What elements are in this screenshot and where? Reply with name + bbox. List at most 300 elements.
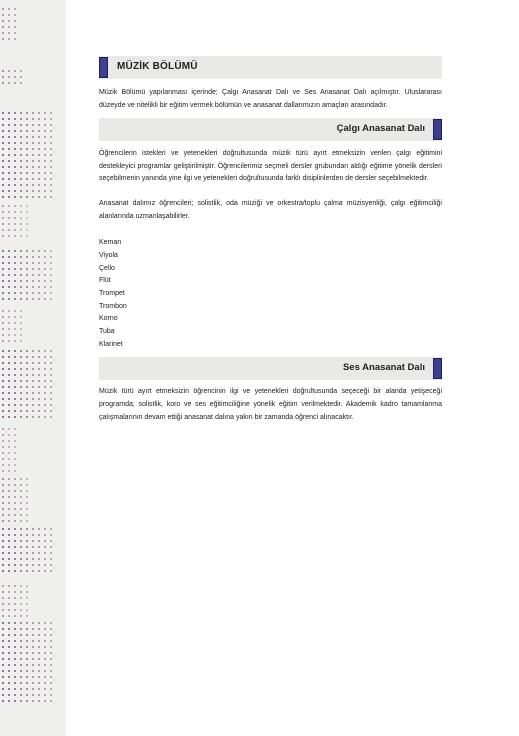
- decorative-dot: [2, 148, 4, 150]
- decorative-dot: [50, 250, 52, 252]
- calgi-paragraph-1: Öğrencilerin istekleri ve yetenekleri doğrultusunda müzik türü ayırt etmeksizin verilen çalgı eğitimini destekleyici programlar geliştirilmiştir. Öğrencilerimiz seçmeli dersler grubundan aldığı eğitime yönelik dersleri seçebilmenin yanında yine ilgi ve yetenekleri doğrultusunda farklı disiplinlerden de dersler seçebilmektedir.: [99, 150, 442, 183]
- decorative-dot: [14, 652, 16, 654]
- decorative-dot: [50, 350, 52, 352]
- decorative-dot: [20, 82, 22, 84]
- decorative-dot: [38, 688, 40, 690]
- decorative-dot: [8, 184, 10, 186]
- decorative-dot: [44, 368, 46, 370]
- decorative-dot: [44, 552, 46, 554]
- decorative-dot: [26, 250, 28, 252]
- decorative-dot: [38, 368, 40, 370]
- decorative-dot: [38, 130, 40, 132]
- decorative-dot: [32, 634, 34, 636]
- decorative-dot: [8, 496, 10, 498]
- decorative-dot: [32, 688, 34, 690]
- decorative-dot: [50, 658, 52, 660]
- decorative-dot: [2, 386, 4, 388]
- decorative-dot: [14, 398, 16, 400]
- decorative-dot: [8, 334, 10, 336]
- decorative-dot: [14, 130, 16, 132]
- decorative-dot: [38, 546, 40, 548]
- decorative-dot: [38, 628, 40, 630]
- decorative-dot: [2, 478, 4, 480]
- decorative-dot: [50, 646, 52, 648]
- decorative-dot: [14, 211, 16, 213]
- decorative-dot: [8, 136, 10, 138]
- decorative-dot: [38, 268, 40, 270]
- decorative-dot: [14, 440, 16, 442]
- decorative-dot: [32, 646, 34, 648]
- decorative-dot: [32, 670, 34, 672]
- decorative-dot: [20, 597, 22, 599]
- decorative-dot: [20, 404, 22, 406]
- decorative-dot: [14, 615, 16, 617]
- decorative-dot: [20, 166, 22, 168]
- decorative-dot: [26, 591, 28, 593]
- decorative-dot: [2, 540, 4, 542]
- decorative-dot: [38, 664, 40, 666]
- decorative-dot: [8, 484, 10, 486]
- decorative-dot: [44, 628, 46, 630]
- decorative-dot: [26, 262, 28, 264]
- decorative-dot: [20, 603, 22, 605]
- decorative-dot: [20, 534, 22, 536]
- decorative-dot: [8, 464, 10, 466]
- decorative-dot: [8, 688, 10, 690]
- decorative-dot: [2, 552, 4, 554]
- decorative-dot: [32, 676, 34, 678]
- decorative-dot: [14, 14, 16, 16]
- decorative-dot: [14, 410, 16, 412]
- decorative-dot: [8, 124, 10, 126]
- decorative-dot: [38, 256, 40, 258]
- decorative-dot: [8, 404, 10, 406]
- decorative-dot: [32, 564, 34, 566]
- decorative-dot: [44, 700, 46, 702]
- decorative-dot: [14, 591, 16, 593]
- decorative-dot: [8, 546, 10, 548]
- decorative-dot: [14, 280, 16, 282]
- decorative-dot: [2, 142, 4, 144]
- decorative-dot: [20, 484, 22, 486]
- decorative-dot: [26, 172, 28, 174]
- decorative-dot: [14, 142, 16, 144]
- decorative-dot: [2, 184, 4, 186]
- decorative-dot: [2, 334, 4, 336]
- decorative-dot: [44, 564, 46, 566]
- decorative-dot: [14, 8, 16, 10]
- decorative-dot: [38, 136, 40, 138]
- decorative-dot: [38, 356, 40, 358]
- decorative-dot: [14, 452, 16, 454]
- decorative-dot: [8, 32, 10, 34]
- decorative-dot: [14, 470, 16, 472]
- decorative-dot: [8, 552, 10, 554]
- decorative-dot: [2, 250, 4, 252]
- decorative-dot: [8, 682, 10, 684]
- decorative-dot: [44, 118, 46, 120]
- decorative-dot: [26, 658, 28, 660]
- decorative-dot: [32, 700, 34, 702]
- decorative-dot: [50, 634, 52, 636]
- decorative-dot: [8, 585, 10, 587]
- decorative-dot: [50, 356, 52, 358]
- decorative-dot: [8, 362, 10, 364]
- decorative-dot: [8, 223, 10, 225]
- decorative-dot: [44, 154, 46, 156]
- decorative-dot: [2, 404, 4, 406]
- decorative-dot: [26, 670, 28, 672]
- decorative-dot: [26, 585, 28, 587]
- decorative-dot: [38, 178, 40, 180]
- decorative-dot: [32, 416, 34, 418]
- decorative-dot: [44, 534, 46, 536]
- decorative-dot: [20, 410, 22, 412]
- list-item: Çello: [99, 264, 115, 272]
- decorative-dot: [8, 434, 10, 436]
- decorative-dot: [44, 664, 46, 666]
- decorative-dot: [38, 700, 40, 702]
- decorative-dot: [44, 130, 46, 132]
- decorative-dot: [14, 458, 16, 460]
- calgi-title: Çalgı Anasanat Dalı: [336, 123, 425, 135]
- decorative-dot: [2, 628, 4, 630]
- decorative-dot: [32, 546, 34, 548]
- decorative-dot: [2, 356, 4, 358]
- decorative-dot: [20, 508, 22, 510]
- decorative-dot: [38, 250, 40, 252]
- decorative-dot: [2, 514, 4, 516]
- decorative-dot: [20, 694, 22, 696]
- decorative-dot: [8, 398, 10, 400]
- decorative-dot: [20, 622, 22, 624]
- decorative-dot: [2, 508, 4, 510]
- decorative-dot: [2, 26, 4, 28]
- decorative-dot: [20, 392, 22, 394]
- decorative-dot: [20, 136, 22, 138]
- decorative-dot: [26, 520, 28, 522]
- decorative-dot: [14, 334, 16, 336]
- decorative-dot: [44, 196, 46, 198]
- decorative-dot: [32, 154, 34, 156]
- decorative-dot: [2, 591, 4, 593]
- decorative-dot: [2, 452, 4, 454]
- decorative-dot: [14, 148, 16, 150]
- decorative-dot: [26, 478, 28, 480]
- decorative-dot: [20, 256, 22, 258]
- decorative-dot: [26, 552, 28, 554]
- decorative-dot: [8, 316, 10, 318]
- decorative-dot: [8, 118, 10, 120]
- decorative-dot: [8, 615, 10, 617]
- decorative-dot: [14, 76, 16, 78]
- decorative-dot: [2, 609, 4, 611]
- decorative-dot: [26, 211, 28, 213]
- decorative-dot: [2, 340, 4, 342]
- decorative-dot: [14, 380, 16, 382]
- decorative-dot: [32, 190, 34, 192]
- decorative-dot: [38, 652, 40, 654]
- decorative-dot: [8, 350, 10, 352]
- decorative-dot: [32, 280, 34, 282]
- decorative-dot: [2, 172, 4, 174]
- decorative-dot: [38, 374, 40, 376]
- decorative-dot: [8, 558, 10, 560]
- decorative-dot: [8, 217, 10, 219]
- decorative-dot: [44, 404, 46, 406]
- decorative-dot: [26, 356, 28, 358]
- decorative-dot: [2, 484, 4, 486]
- decorative-dot: [14, 328, 16, 330]
- decorative-dot: [44, 124, 46, 126]
- decorative-dot: [50, 362, 52, 364]
- decorative-dot: [14, 172, 16, 174]
- decorative-dot: [14, 634, 16, 636]
- decorative-dot: [8, 386, 10, 388]
- decorative-dot: [26, 380, 28, 382]
- decorative-dot: [50, 676, 52, 678]
- decorative-dot: [14, 546, 16, 548]
- decorative-dot: [50, 256, 52, 258]
- decorative-dot: [20, 154, 22, 156]
- decorative-dot: [20, 502, 22, 504]
- decorative-dot: [2, 534, 4, 536]
- decorative-dot: [38, 148, 40, 150]
- decorative-dot: [2, 694, 4, 696]
- decorative-dot: [20, 398, 22, 400]
- decorative-dot: [20, 374, 22, 376]
- decorative-dot: [20, 292, 22, 294]
- decorative-dot: [14, 374, 16, 376]
- decorative-dot: [2, 316, 4, 318]
- decorative-dot: [8, 328, 10, 330]
- decorative-dot: [20, 700, 22, 702]
- decorative-dot: [44, 142, 46, 144]
- decorative-dot: [20, 70, 22, 72]
- decorative-dot: [26, 558, 28, 560]
- decorative-dot: [2, 428, 4, 430]
- decorative-dot: [26, 124, 28, 126]
- decorative-dot: [14, 160, 16, 162]
- decorative-dot: [2, 38, 4, 40]
- decorative-dot: [50, 564, 52, 566]
- decorative-dot: [8, 428, 10, 430]
- decorative-dot: [26, 514, 28, 516]
- decorative-dot: [14, 316, 16, 318]
- decorative-dot: [26, 223, 28, 225]
- decorative-dot: [20, 609, 22, 611]
- decorative-dot: [8, 26, 10, 28]
- decorative-dot: [20, 148, 22, 150]
- decorative-dot: [50, 540, 52, 542]
- decorative-dot: [38, 380, 40, 382]
- decorative-dot: [20, 229, 22, 231]
- decorative-dot: [44, 112, 46, 114]
- decorative-dot: [8, 410, 10, 412]
- decorative-dot: [14, 688, 16, 690]
- decorative-dot: [8, 190, 10, 192]
- decorative-dot: [50, 404, 52, 406]
- decorative-dot: [20, 142, 22, 144]
- decorative-dot: [50, 136, 52, 138]
- decorative-dot: [2, 380, 4, 382]
- decorative-dot: [8, 8, 10, 10]
- decorative-dot: [14, 434, 16, 436]
- decorative-dot: [38, 404, 40, 406]
- decorative-dot: [20, 640, 22, 642]
- decorative-dot: [14, 310, 16, 312]
- decorative-dot: [44, 622, 46, 624]
- decorative-dot: [8, 256, 10, 258]
- decorative-dot: [8, 570, 10, 572]
- section-title: MÜZİK BÖLÜMÜ: [117, 61, 198, 72]
- decorative-dot: [32, 142, 34, 144]
- decorative-dot: [50, 374, 52, 376]
- decorative-dot: [8, 514, 10, 516]
- decorative-dot: [26, 664, 28, 666]
- decorative-dot: [14, 540, 16, 542]
- decorative-dot: [38, 676, 40, 678]
- decorative-dot: [50, 628, 52, 630]
- decorative-dot: [2, 682, 4, 684]
- decorative-dot: [2, 564, 4, 566]
- decorative-dot: [26, 392, 28, 394]
- decorative-dot: [2, 82, 4, 84]
- decorative-dot: [8, 628, 10, 630]
- decorative-dot: [50, 386, 52, 388]
- decorative-dot: [2, 446, 4, 448]
- decorative-dot: [26, 615, 28, 617]
- decorative-dot: [8, 700, 10, 702]
- decorative-dot: [8, 166, 10, 168]
- decorative-dot: [50, 398, 52, 400]
- decorative-dot: [14, 190, 16, 192]
- decorative-dot: [8, 20, 10, 22]
- decorative-dot: [2, 229, 4, 231]
- decorative-dot: [20, 676, 22, 678]
- decorative-dot: [2, 458, 4, 460]
- decorative-dot: [8, 440, 10, 442]
- decorative-dot: [14, 223, 16, 225]
- decorative-dot: [8, 380, 10, 382]
- decorative-dot: [32, 184, 34, 186]
- decorative-dot: [20, 380, 22, 382]
- decorative-dot: [14, 184, 16, 186]
- decorative-dot: [32, 664, 34, 666]
- decorative-dot: [38, 184, 40, 186]
- decorative-dot: [14, 694, 16, 696]
- decorative-dot: [20, 356, 22, 358]
- decorative-dot: [26, 597, 28, 599]
- decorative-dot: [8, 298, 10, 300]
- decorative-dot: [14, 154, 16, 156]
- decorative-dot: [20, 628, 22, 630]
- decorative-dot: [32, 628, 34, 630]
- decorative-dot: [8, 356, 10, 358]
- decorative-dot: [2, 440, 4, 442]
- decorative-dot: [2, 640, 4, 642]
- decorative-dot: [20, 646, 22, 648]
- decorative-dot: [2, 546, 4, 548]
- decorative-dot: [38, 298, 40, 300]
- decorative-dot: [26, 564, 28, 566]
- decorative-dot: [32, 148, 34, 150]
- decorative-dot: [50, 528, 52, 530]
- header-accent-bar: [433, 358, 442, 379]
- decorative-dot: [14, 392, 16, 394]
- decorative-dot: [38, 416, 40, 418]
- decorative-dot: [26, 368, 28, 370]
- decorative-dot: [2, 368, 4, 370]
- decorative-dot: [14, 700, 16, 702]
- decorative-dot: [14, 496, 16, 498]
- decorative-dot: [38, 190, 40, 192]
- decorative-dot: [26, 528, 28, 530]
- decorative-dot: [20, 478, 22, 480]
- decorative-dot: [8, 528, 10, 530]
- decorative-dot: [44, 350, 46, 352]
- decorative-dot: [2, 298, 4, 300]
- decorative-dot: [32, 362, 34, 364]
- decorative-dot: [8, 268, 10, 270]
- decorative-dot: [14, 118, 16, 120]
- decorative-dot: [2, 652, 4, 654]
- decorative-dot: [8, 478, 10, 480]
- decorative-dot: [20, 362, 22, 364]
- decorative-dot: [2, 322, 4, 324]
- decorative-dot: [2, 76, 4, 78]
- decorative-dot: [32, 694, 34, 696]
- decorative-dot: [44, 558, 46, 560]
- decorative-dot: [44, 640, 46, 642]
- decorative-dot: [38, 540, 40, 542]
- decorative-dot: [14, 274, 16, 276]
- decorative-dot: [32, 298, 34, 300]
- decorative-dot: [8, 340, 10, 342]
- decorative-dot: [8, 322, 10, 324]
- decorative-dot: [14, 640, 16, 642]
- decorative-dot: [20, 386, 22, 388]
- ses-header: [99, 357, 442, 380]
- decorative-dot: [8, 609, 10, 611]
- decorative-dot: [2, 670, 4, 672]
- decorative-dot: [14, 350, 16, 352]
- decorative-dot: [26, 634, 28, 636]
- decorative-dot: [14, 416, 16, 418]
- decorative-dot: [44, 274, 46, 276]
- decorative-dot: [14, 205, 16, 207]
- instrument-list: [99, 237, 442, 351]
- decorative-dot: [20, 334, 22, 336]
- decorative-dot: [14, 670, 16, 672]
- decorative-dot: [2, 470, 4, 472]
- decorative-dot: [14, 178, 16, 180]
- decorative-dot: [2, 280, 4, 282]
- decorative-dot: [20, 514, 22, 516]
- decorative-dot: [8, 664, 10, 666]
- decorative-dot: [14, 268, 16, 270]
- decorative-dot: [50, 570, 52, 572]
- decorative-dot: [20, 652, 22, 654]
- calgi-paragraph-2: Anasanat dalımız öğrencileri; solistlik, oda müziği ve orkestra/toplu çalma müzisyenliği, çalgı eğitimciliği alanlarında uzmanlaşabilirler.: [99, 199, 442, 220]
- decorative-dot: [8, 470, 10, 472]
- decorative-dot: [20, 615, 22, 617]
- decorative-dot: [2, 603, 4, 605]
- decorative-dot: [2, 310, 4, 312]
- decorative-dot: [50, 118, 52, 120]
- decorative-dot: [8, 603, 10, 605]
- decorative-dot: [50, 552, 52, 554]
